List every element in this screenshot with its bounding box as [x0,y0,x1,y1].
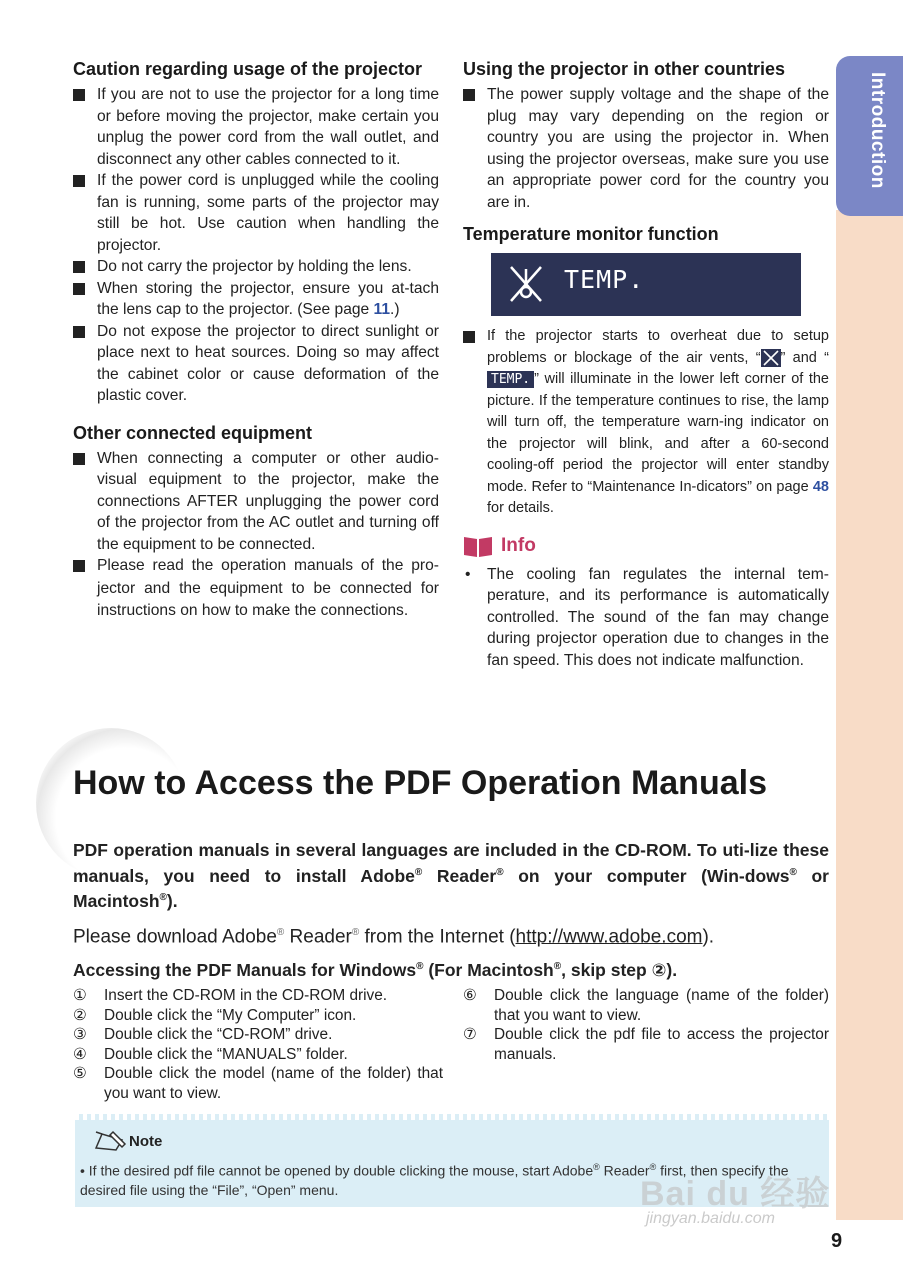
other-equipment-list [73,448,439,623]
caution-heading: Caution regarding usage of the projector [73,59,423,79]
list-item: If the power cord is unplugged while the cooling fan is running, some parts of the projector may still be hot. Use caution when handling the projector. [73,170,439,256]
temperature-heading: Temperature monitor function [463,224,719,244]
adobe-url-link[interactable]: http://www.adobe.com [515,926,703,948]
watermark-url: jingyan.baidu.com [646,1210,775,1227]
list-item: Do not carry the projector by holding the lens. [73,256,439,278]
info-heading [463,534,829,558]
watermark-logo: Bai du 经验 [640,1175,831,1213]
list-item: When storing the projector, ensure you at-tach the lens cap to the projector. (See page 11.) [73,278,439,321]
intro-paragraph: PDF operation manuals in several languages are included in the CD-ROM. To uti-lize these manuals, you need to install Adobe® Reader® on your computer (Win-dows® or Macintosh®). [73,840,829,911]
download-instruction: Please download Adobe® Reader® from the Internet (http://www.adobe.com). [73,926,715,948]
list-item: If you are not to use the projector for a long time or before moving the projector, make certain you unplug the power cord from the wall outlet, and disconnect any other cables connected to it. [73,84,439,170]
square-bullet-icon [73,326,85,338]
section-tab-label: Introduction [867,72,888,189]
step-item: ⑥ Double click the language (name of the folder) that you want to view. [463,987,829,1024]
info-label: Info [501,534,536,556]
section-title: How to Access the PDF Operation Manuals [73,764,767,802]
temp-warning-inline-icon [761,349,781,367]
step-item: ⑤ Double click the model (name of the folder) that you want to view. [73,1065,443,1102]
step-item: ① Insert the CD-ROM in the CD-ROM drive. [73,987,388,1004]
thermometer-warning-icon [503,261,549,307]
temp-display [491,253,801,316]
caution-list [73,84,439,407]
pencil-note-icon [93,1130,127,1152]
list-item: • The cooling fan regulates the internal tem-perature, and its performance is automatically controlled. The sound of the fan may change during projector operation due to changes in the fan speed. This does not indicate malfunction. [465,565,829,669]
step-item: ④ Double click the “MANUALS” folder. [73,1045,348,1063]
step-item: ② Double click the “My Computer” icon. [73,1006,357,1024]
note-heading [93,1130,162,1152]
note-text: • If the desired pdf file cannot be opened by double clicking the mouse, start Adobe® Reader® first, then specify the desired file using the “File”, “Open” menu. [80,1162,789,1199]
list-item: When connecting a computer or other audio-visual equipment to the projector, make the connections AFTER unplugging the power cord of the projector from the AC outlet and turning off the equipment to be connected. [73,448,439,556]
step-item: ⑦ Double click the pdf file to access the projector manuals. [463,1026,829,1063]
square-bullet-icon [73,453,85,465]
book-icon [463,534,493,558]
bullet-icon: • [465,565,471,583]
steps-list-right [463,986,829,1064]
temp-inline-label: TEMP. [487,371,534,388]
info-list [463,564,829,672]
square-bullet-icon [463,331,475,343]
list-item: Do not expose the projector to direct sunlight or place next to heat sources. Doing so may affect the cabinet color or cause deformation of the plastic cover. [73,321,439,407]
page-link-48[interactable]: 48 [812,478,829,495]
side-stripe [836,210,903,1220]
list-item: Please read the operation manuals of the pro-jector and the equipment to be connected for instructions on how to make the connections. [73,555,439,623]
page-link-11[interactable]: 11 [373,301,391,318]
countries-heading: Using the projector in other countries [463,59,786,79]
square-bullet-icon [73,560,85,572]
page-number: 9 [831,1230,843,1252]
square-bullet-icon [73,261,85,273]
temp-display-text: TEMP. [564,265,645,294]
list-item: If the projector starts to overheat due to setup problems or blockage of the air vents, “ ” and “TEMP. ” will illuminate in the lower left corner of the picture. If the temperature continues to rise, the lamp will turn off, the temperature warn-ing indicator on the projector will blink, and after a 60-second cooling-off period the projector will enter standby mode. Refer to “Maintenance In-dicators” on page 48 for details. [463,326,829,520]
step-item: ③ Double click the “CD-ROM” drive. [73,1026,333,1043]
right-column [463,58,829,671]
windows-subheading: Accessing the PDF Manuals for Windows® (For Macintosh®, skip step ②). [73,959,678,980]
other-equipment-heading: Other connected equipment [73,422,313,443]
square-bullet-icon [73,283,85,295]
steps-list-left [73,986,443,1103]
countries-list [463,84,829,213]
square-bullet-icon [73,175,85,187]
note-label: Note [129,1132,163,1150]
square-bullet-icon [463,89,475,101]
temperature-list [463,326,829,520]
left-column [73,58,439,623]
square-bullet-icon [73,89,85,101]
list-item: The power supply voltage and the shape of the plug may vary depending on the region or country you are using the projector in. When using the projector overseas, make sure you use an appropriate power cord for the country you are in. [463,84,829,213]
